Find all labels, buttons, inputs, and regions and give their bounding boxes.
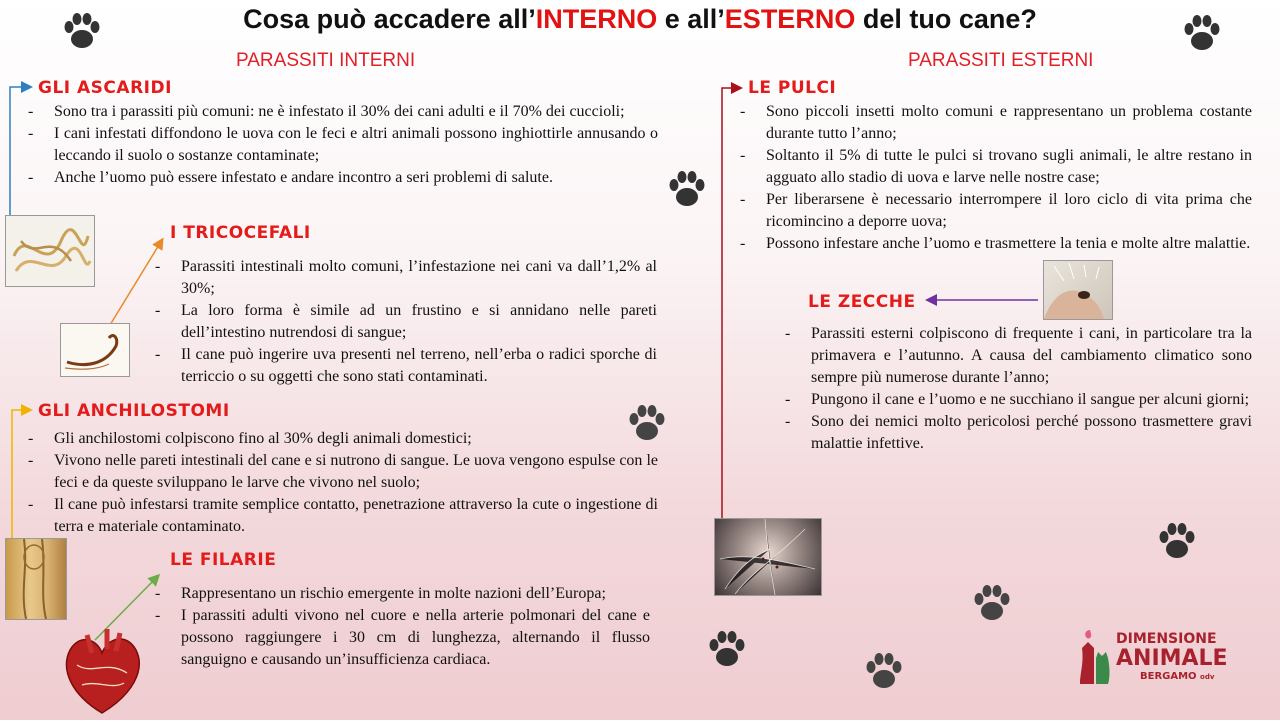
heart-image: [52, 625, 150, 717]
zecche-list: [785, 323, 1252, 455]
paw-print-icon: [705, 628, 749, 672]
ascaridi-arrow: [10, 87, 30, 215]
paw-print-icon: [1155, 520, 1199, 564]
paw-print-icon: [970, 582, 1014, 626]
dimensione-animale-logo: [1078, 624, 1228, 688]
list-item: - Il cane può infestarsi tramite semplice contatto, penetrazione attraverso la cute o ingestione di terra e materiale contaminato.: [28, 494, 658, 538]
list-item: - Per liberarsene è necessario interrompere il loro ciclo di vita prima che ricomincino a deporre uova;: [740, 189, 1252, 233]
list-item: - Sono piccoli insetti molto comuni e rappresentano un problema costante durante tutto l’anno;: [740, 101, 1252, 145]
logo-line1: DIMENSIONE: [1116, 631, 1217, 647]
logo-suffix: odv: [1200, 673, 1215, 681]
list-item: - Anche l’uomo può essere infestato e andare incontro a seri problemi di salute.: [28, 167, 658, 189]
filarie-heading: LE FILARIE: [170, 550, 277, 570]
pulci-arrow: [722, 88, 740, 518]
title-esterno: ESTERNO: [724, 4, 856, 34]
list-item: - Soltanto il 5% di tutte le pulci si trovano sugli animali, le altre restano in agguato allo stadio di uova e larve nelle nostre case;: [740, 145, 1252, 189]
title-text: del tuo cane?: [855, 4, 1037, 34]
tricocefali-worm-image: [60, 323, 130, 377]
tricocefali-heading: I TRICOCEFALI: [170, 223, 311, 243]
list-item: - Rappresentano un rischio emergente in molte nazioni dell’Europa;: [155, 583, 650, 605]
paw-print-icon: [1180, 12, 1224, 56]
zecche-heading: LE ZECCHE: [808, 292, 916, 312]
ascaridi-worm-image: [5, 215, 95, 287]
list-item: - I parassiti adulti vivono nel cuore e nella arterie polmonari del cane e possono raggiungere i 30 cm di lunghezza, alternando il flusso sanguigno e causando un’insufficienza cardiaca.: [155, 605, 650, 671]
ascaridi-list: [28, 101, 658, 189]
list-item: - Parassiti intestinali molto comuni, l’infestazione nei cani va dall’1,2% al 30%;: [155, 256, 657, 300]
logo-line2: ANIMALE: [1116, 646, 1228, 671]
anchilostomi-heading: GLI ANCHILOSTOMI: [38, 401, 230, 421]
title-text: Cosa può accadere all’: [243, 4, 536, 34]
list-item: - Il cane può ingerire uva presenti nel terreno, nell’erba o radici sporche di terriccio o su oggetti che sono stati contaminati.: [155, 344, 657, 388]
pulci-list: [740, 101, 1252, 255]
paw-print-icon: [862, 650, 906, 694]
pulci-heading: LE PULCI: [748, 78, 837, 98]
dog-cat-logo-icon: [1078, 628, 1112, 686]
flea-image: [714, 518, 822, 596]
list-item: - Pungono il cane e l’uomo e ne succhiano il sangue per alcuni giorni;: [785, 389, 1252, 411]
left-column-heading: PARASSITI INTERNI: [236, 50, 416, 71]
paw-print-icon: [60, 10, 104, 54]
paw-print-icon: [625, 402, 669, 446]
list-item: - Vivono nelle pareti intestinali del cane e si nutrono di sangue. Le uova vengono espulse con le feci e da queste sviluppano le larve che vivono nel suolo;: [28, 450, 658, 494]
list-item: - Sono tra i parassiti più comuni: ne è infestato il 30% dei cani adulti e il 70% dei cuccioli;: [28, 101, 658, 123]
logo-line3: [1140, 672, 1214, 682]
list-item: - Sono dei nemici molto pericolosi perché possono trasmettere gravi malattie infettive.: [785, 411, 1252, 455]
list-item: - Possono infestare anche l’uomo e trasmettere la tenia e molte altre malattie.: [740, 233, 1252, 255]
right-column-heading: PARASSITI ESTERNI: [908, 50, 1094, 71]
title-interno: INTERNO: [535, 4, 658, 34]
list-item: - Parassiti esterni colpiscono di frequente i cani, in particolare tra la primavera e l’autunno. A causa del cambiamento climatico sono sempre più numerose durante l’anno;: [785, 323, 1252, 389]
tick-image: [1043, 260, 1113, 320]
paw-print-icon: [665, 168, 709, 212]
filarie-list: [155, 583, 650, 671]
anchilostomi-worm-image: [5, 538, 67, 620]
list-item: - La loro forma è simile ad un frustino e si annidano nelle pareti dell’intestino nutrendosi di sangue;: [155, 300, 657, 344]
ascaridi-heading: GLI ASCARIDI: [38, 78, 172, 98]
anchilostomi-list: [28, 428, 658, 538]
tricocefali-list: [155, 256, 657, 388]
list-item: - Gli anchilostomi colpiscono fino al 30% degli animali domestici;: [28, 428, 658, 450]
list-item: - I cani infestati diffondono le uova con le feci e altri animali possono inghiottirle annusando o leccando il suolo o sostanze contaminate;: [28, 123, 658, 167]
title-text: e all’: [657, 4, 725, 34]
logo-city: BERGAMO: [1140, 671, 1197, 682]
